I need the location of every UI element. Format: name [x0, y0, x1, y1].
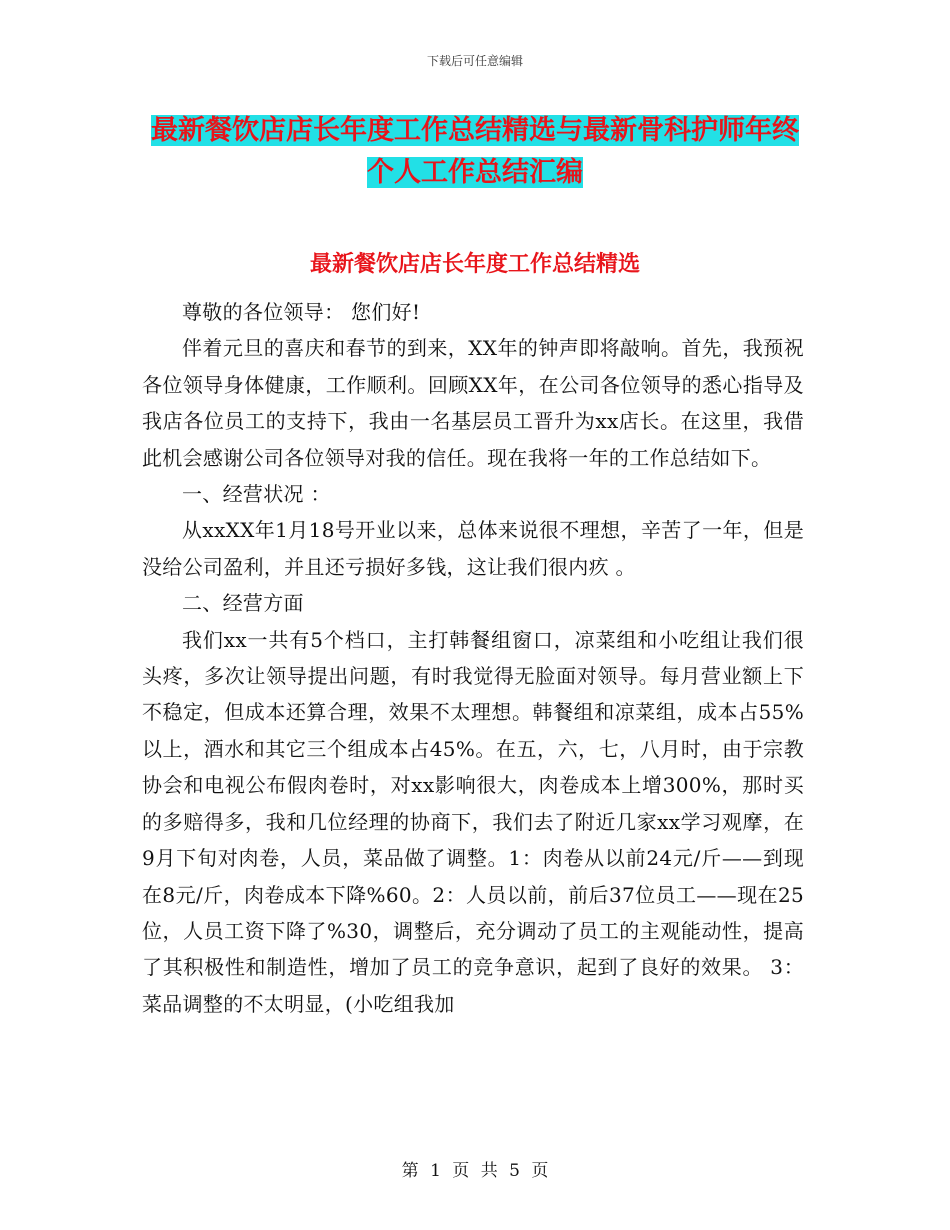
page-number: 第 1 页 共 5 页 [401, 1161, 549, 1181]
header-note: 下载后可任意编辑 [426, 54, 523, 68]
paragraph-intro: 伴着元旦的喜庆和春节的到来，XX年的钟声即将敲响。首先，我预祝各位领导身体健康，工作顺利。回顾XX年，在公司各位领导的悉心指导及我店各位员工的支持下，我由一名基层员工晋升为xx店长。在这里，我借此机会感谢公司各位领导对我的信任。现在我将一年的工作总结如下。 [142, 336, 804, 470]
document-body [142, 294, 804, 1022]
document-title [150, 110, 800, 194]
document-title-text: 最新餐饮店店长年度工作总结精选与最新骨科护师年终个人工作总结汇编 [151, 115, 799, 188]
paragraph-greeting: 尊敬的各位领导： 您们好! [182, 300, 421, 324]
paragraph-operating-status: 从xxXX年1月18号开业以来，总体来说很不理想，辛苦了一年，但是没给公司盈利，并且还亏损好多钱，这让我们很内疚 。 [142, 518, 804, 579]
section-title: 最新餐饮店店长年度工作总结精选 [309, 252, 640, 277]
heading-operations: 二、经营方面 [182, 591, 304, 616]
paragraph-operations: 我们xx一共有5个档口，主打韩餐组窗口，凉菜组和小吃组让我们很头疼，多次让领导提出问题，有时我觉得无脸面对领导。每月营业额上下不稳定，但成本还算合理，效果不太理想。韩餐组和凉菜组，成本占55%以上，酒水和其它三个组成本占45%。在五，六，七，八月时，由于宗教协会和电视公布假肉卷时，对xx影响很大，肉卷成本上增300%，那时买的多赔得多，我和几位经理的协商下，我们去了附近几家xx学习观摩，在9月下旬对肉卷，人员，菜品做了调整。1：肉卷从以前24元/斤——到现在8元/斤，肉卷成本下降%60。2：人员以前，前后37位员工——现在25位，人员工资下降了%30，调整后，充分调动了员工的主观能动性，提高了其积极性和制造性，增加了员工的竞争意识，起到了良好的效果。 3：菜品调整的不太明显，(小吃组我加 [142, 627, 804, 1016]
heading-operating-status: 一、经营状况 ： [182, 482, 331, 507]
